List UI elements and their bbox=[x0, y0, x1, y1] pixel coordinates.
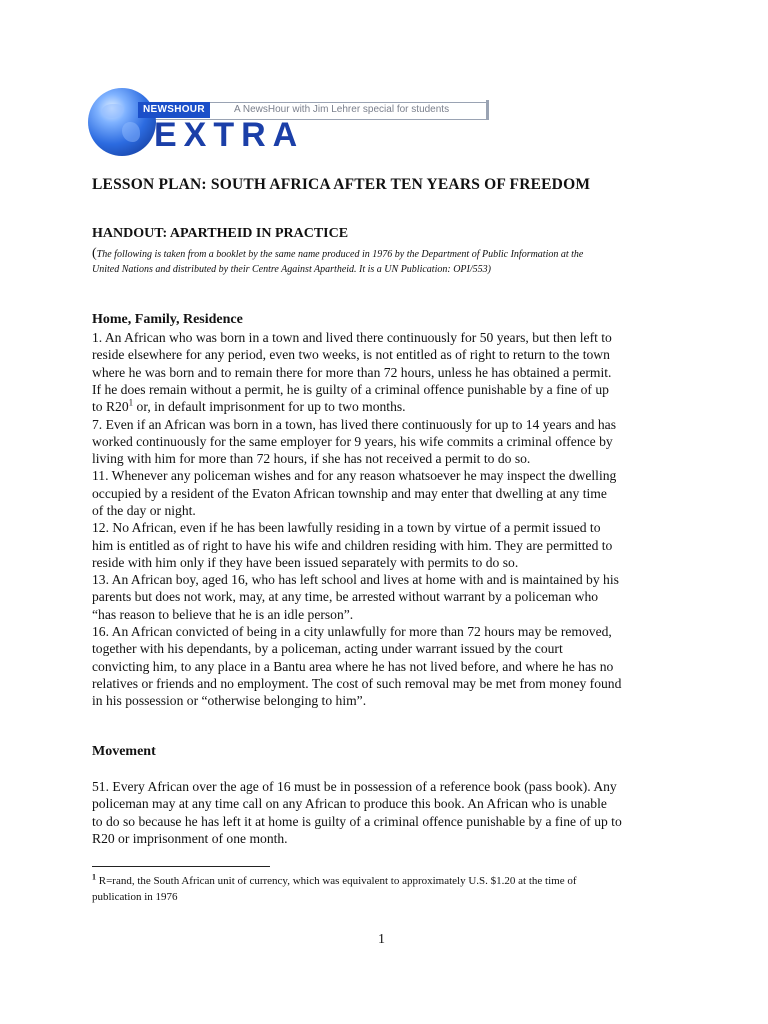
logo-wordmark: EXTRA bbox=[154, 116, 305, 154]
text-line: “has reason to believe that he is an idle person”. bbox=[92, 606, 354, 622]
text-line: where he was born and to remain there for more than 72 hours, unless he has obtained a permit. bbox=[92, 364, 612, 380]
intro-note bbox=[92, 246, 677, 277]
page-title: LESSON PLAN: SOUTH AFRICA AFTER TEN YEARS OF FREEDOM bbox=[92, 176, 591, 193]
paragraph-16 bbox=[92, 623, 621, 709]
text-line: reside with him only if they have been issued separately with permits to do so. bbox=[92, 554, 519, 570]
text-line: If he does remain without a permit, he is guilty of a criminal offence punishable by a fine of up bbox=[92, 381, 609, 397]
text-line: him is entitled as of right to have his wife and children residing with him. They are permitted to bbox=[92, 537, 613, 553]
logo-brand: NEWSHOUR bbox=[138, 102, 210, 118]
footnote-divider bbox=[92, 866, 270, 867]
newshour-extra-logo bbox=[88, 88, 498, 158]
text-fragment: or, in default imprisonment for up to two months. bbox=[133, 399, 406, 415]
text-line: 51. Every African over the age of 16 must be in possession of a reference book (pass book). Any bbox=[92, 779, 617, 794]
section-heading-home: Home, Family, Residence bbox=[92, 312, 243, 327]
footnote-mark: 1 bbox=[92, 872, 96, 882]
footnote-reference: 1 bbox=[128, 397, 134, 408]
intro-open-paren: ( bbox=[92, 246, 97, 261]
paragraph-11 bbox=[92, 467, 616, 519]
intro-line: United Nations and distributed by their Centre Against Apartheid. It is a UN Publication: OPI/553) bbox=[92, 264, 491, 275]
globe-icon bbox=[88, 88, 156, 156]
intro-line: The following is taken from a booklet by the same name produced in 1976 by the Department of Public Information at the bbox=[96, 249, 584, 260]
text-line: 1. An African who was born in a town and lived there continuously for 50 years, but then left to bbox=[92, 330, 612, 345]
text-line: occupied by a resident of the Evaton African township and may enter that dwelling at any time bbox=[92, 485, 607, 501]
text-line: reside elsewhere for any period, even two weeks, is not entitled as of right to return to the town bbox=[92, 347, 610, 363]
footnote-line: R=rand, the South African unit of currency, which was equivalent to approximately U.S. $1.20 at the time of bbox=[96, 875, 577, 887]
text-line: 16. An African convicted of being in a city unlawfully for more than 72 hours may be removed, bbox=[92, 624, 612, 640]
text-line: parents but does not work, may, at any time, be arrested without warrant by a policeman who bbox=[92, 589, 599, 605]
logo-banner-end bbox=[486, 100, 489, 120]
text-line: 12. No African, even if he has been lawfully residing in a town by virtue of a permit issued to bbox=[92, 520, 601, 536]
text-line: R20 or imprisonment of one month. bbox=[92, 830, 288, 846]
text-line: 13. An African boy, aged 16, who has left school and lives at home with and is maintained by his bbox=[92, 572, 619, 588]
text-line: in his possession or “otherwise belonging to him”. bbox=[92, 693, 367, 709]
globe-landmass bbox=[102, 104, 124, 118]
text-fragment: to R20 bbox=[92, 399, 129, 415]
text-line: policeman may at any time call on any African to produce this book. An African who is unable bbox=[92, 796, 607, 812]
paragraph-13 bbox=[92, 571, 619, 623]
section-heading-movement: Movement bbox=[92, 744, 156, 759]
footnote-line: publication in 1976 bbox=[92, 890, 178, 903]
text-line: relatives or friends and no employment. The cost of such removal may be met from money found bbox=[92, 675, 622, 691]
paragraph-12 bbox=[92, 519, 612, 571]
footnote bbox=[92, 874, 677, 905]
text-line: of the day or night. bbox=[92, 502, 196, 518]
text-line: 7. Even if an African was born in a town, has lived there continuously for up to 14 years and has bbox=[92, 416, 616, 432]
text-line: to do so because he has left it at home is guilty of a criminal offence punishable by a fine of up to bbox=[92, 813, 622, 829]
text-line bbox=[92, 398, 612, 415]
logo-tagline: A NewsHour with Jim Lehrer special for students bbox=[234, 104, 450, 115]
text-line: together with his dependants, by a policeman, acting under warrant issued by the court bbox=[92, 641, 563, 657]
text-line: living with him for more than 72 hours, if she has not received a permit to do so. bbox=[92, 451, 531, 467]
text-line: convicting him, to any place in a Bantu area where he has not lived before, and where he has no bbox=[92, 658, 614, 674]
handout-heading: HANDOUT: APARTHEID IN PRACTICE bbox=[92, 226, 349, 241]
page-number: 1 bbox=[378, 932, 385, 947]
paragraph-7 bbox=[92, 416, 616, 468]
paragraph-51 bbox=[92, 778, 622, 847]
globe-landmass bbox=[122, 122, 140, 142]
text-line: worked continuously for the same employer for 9 years, his wife commits a criminal offence by bbox=[92, 433, 613, 449]
paragraph-1 bbox=[92, 329, 612, 415]
text-line: 11. Whenever any policeman wishes and for any reason whatsoever he may inspect the dwelling bbox=[92, 468, 617, 484]
